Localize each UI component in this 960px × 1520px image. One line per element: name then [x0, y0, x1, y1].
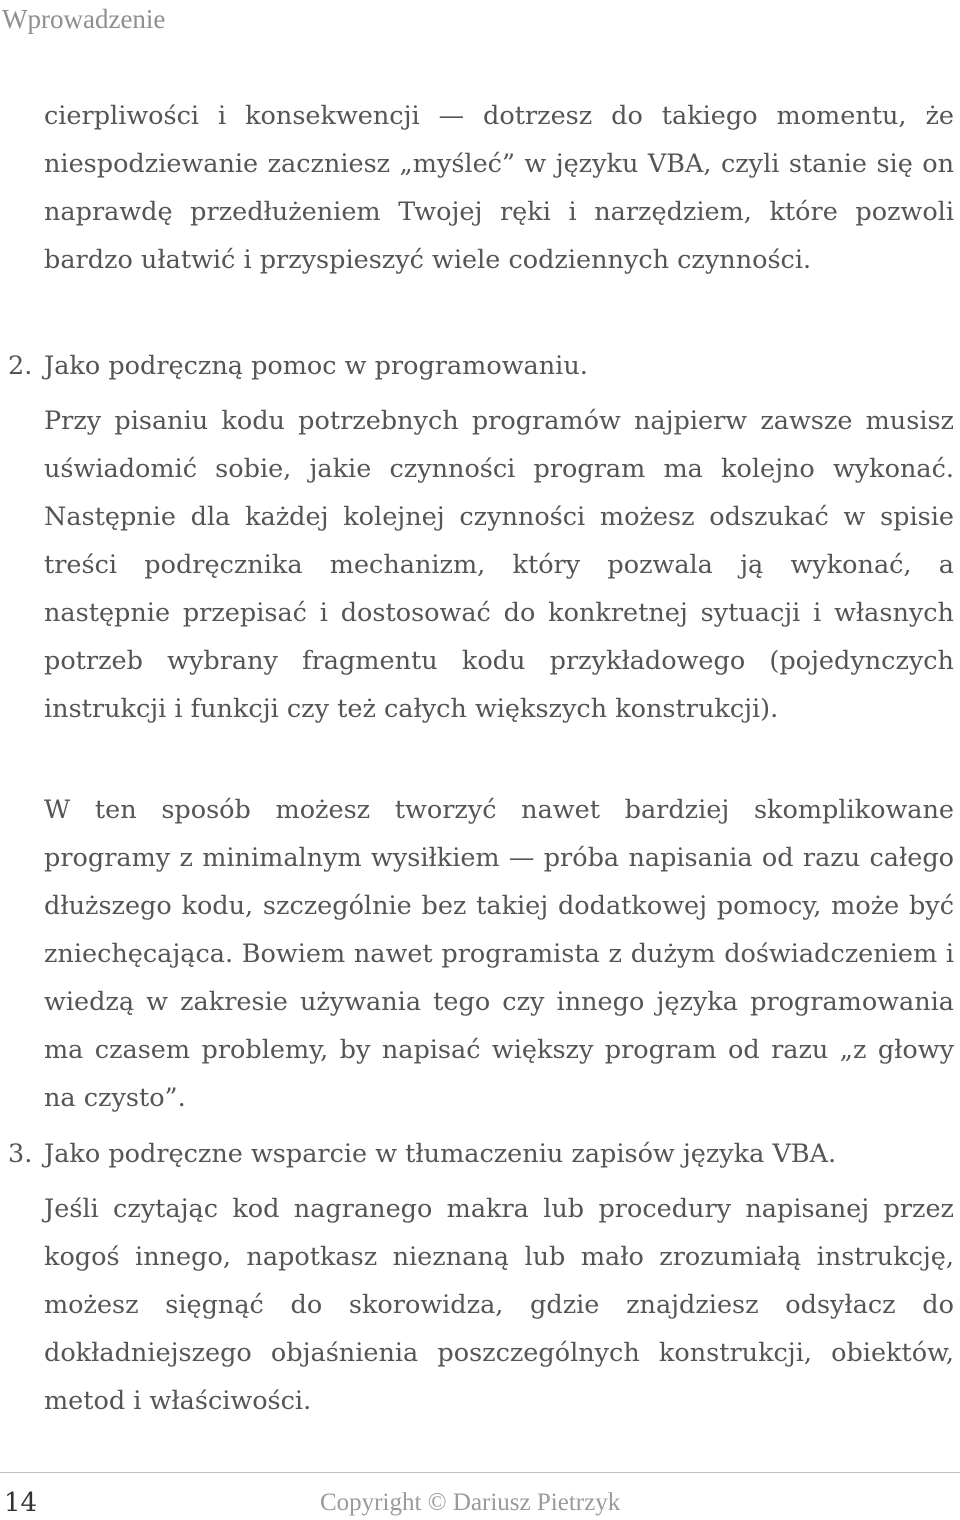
paragraph-item-2-body: Przy pisaniu kodu potrzebnych programów najpierw zawsze musisz uświadomić sobie, jakie czynności program ma kolejno wykonać. Następnie dla każdej kolejnej czynności możesz odszukać w spisie treści podręcznika mechanizm, który pozwala ją wykonać, a następnie przepisać i dostosować do konkretnej sytuacji i własnych potrzeb wybrany fragmentu kodu przykładowego (pojedynczych instrukcji i funkcji czy też całych większych konstrukcji). — [44, 406, 954, 724]
copyright-notice: Copyright © Dariusz Pietrzyk — [320, 1489, 621, 1516]
list-number: 2. — [8, 351, 33, 381]
list-number: 3. — [8, 1139, 33, 1169]
list-item-2-heading — [8, 342, 954, 390]
list-heading-text: Jako podręczne wsparcie w tłumaczeniu zapisów języka VBA. — [44, 1139, 837, 1169]
footer-divider — [0, 1472, 960, 1473]
list-item-3-heading — [8, 1130, 954, 1178]
paragraph-intro-continuation: cierpliwości i konsekwencji — dotrzesz do takiego momentu, że niespodziewanie zaczniesz „myśleć” w języku VBA, czyli stanie się on naprawdę przedłużeniem Twojej ręki i narzędziem, które pozwoli bardzo ułatwić i przyspieszyć wiele codziennych czynności. — [44, 101, 954, 275]
paragraph-item-3-body: Jeśli czytając kod nagranego makra lub procedury napisanej przez kogoś innego, napotkasz nieznaną lub mało zrozumiałą instrukcję, możesz sięgnąć do skorowidza, gdzie znajdziesz odsyłacz do dokładniejszego objaśnienia poszczególnych konstrukcji, obiektów, metod i właściwości. — [44, 1194, 954, 1416]
page-number: 14 — [4, 1488, 38, 1518]
running-header: Wprowadzenie — [2, 4, 166, 34]
paragraph-item-2-followup: W ten sposób możesz tworzyć nawet bardziej skomplikowane programy z minimalnym wysiłkiem — próba napisania od razu całego dłuższego kodu, szczególnie bez takiej dodatkowej pomocy, może być zniechęcająca. Bowiem nawet programista z dużym doświadczeniem i wiedzą w zakresie używania tego czy innego języka programowania ma czasem problemy, by napisać większy program od razu „z głowy na czysto”. — [44, 795, 954, 1113]
list-heading-text: Jako podręczną pomoc w programowaniu. — [44, 351, 588, 381]
